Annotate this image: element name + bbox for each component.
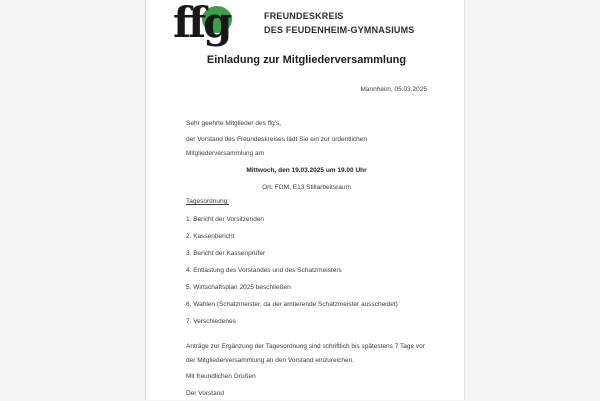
- place-and-date: Mannheim, 05.03.2025: [360, 86, 427, 93]
- closing: Mit freundlichen Grüßen: [186, 373, 256, 380]
- meeting-datetime: Mittwoch, den 19.03.2025 um 19.00 Uhr: [246, 167, 367, 174]
- agenda-heading: Tagesordnung:: [186, 198, 230, 205]
- signature: Der Vorstand: [186, 390, 224, 397]
- agenda-item: 6. Wahlen (Schatzmeister, da der amtierende Schatzmeister ausscheidet): [186, 301, 398, 308]
- org-name-line2: DES FEUDENHEIM-GYMNASIUMS: [264, 25, 415, 35]
- agenda-item: 4. Entlastung des Vorstandes und des Schatzmeisters: [186, 267, 342, 274]
- agenda-item: 5. Wirtschaftsplan 2025 beschließen: [186, 284, 291, 291]
- document-page: [145, 0, 465, 400]
- agenda-item: 3. Bericht der Kassenprüfer: [186, 250, 266, 257]
- logo-mark: ffg: [173, 0, 230, 47]
- agenda-item: 2. Kassenbericht: [186, 233, 235, 240]
- letterhead: [173, 0, 464, 47]
- salutation: Sehr geehrte Mitglieder des ffg's,: [186, 120, 282, 127]
- agenda-list: [186, 213, 427, 329]
- org-name-line1: FREUNDESKREIS: [264, 11, 344, 21]
- agenda-item: 1. Bericht der Vorsitzenden: [186, 216, 265, 223]
- ffg-logo: [173, 0, 257, 47]
- agenda-item: 7. Verschiedenes: [186, 318, 236, 325]
- intro-paragraph: der Vorstand des Freundeskreises lädt Sie ein zur ordentlichen Mitgliederversammlung am: [186, 136, 368, 157]
- amendments-note: Anträge zur Ergänzung der Tagesordnung sind schriftlich bis spätestens 7 Tage vor der Mitgliederversammlung an den Vorstand einzureichen.: [186, 343, 425, 364]
- meeting-location: Ort: FGM, E13 Stillarbeitsraum: [262, 184, 351, 191]
- letter-title: Einladung zur Mitgliederversammlung: [206, 54, 407, 66]
- org-name: [264, 9, 415, 37]
- letter-body: [146, 53, 464, 401]
